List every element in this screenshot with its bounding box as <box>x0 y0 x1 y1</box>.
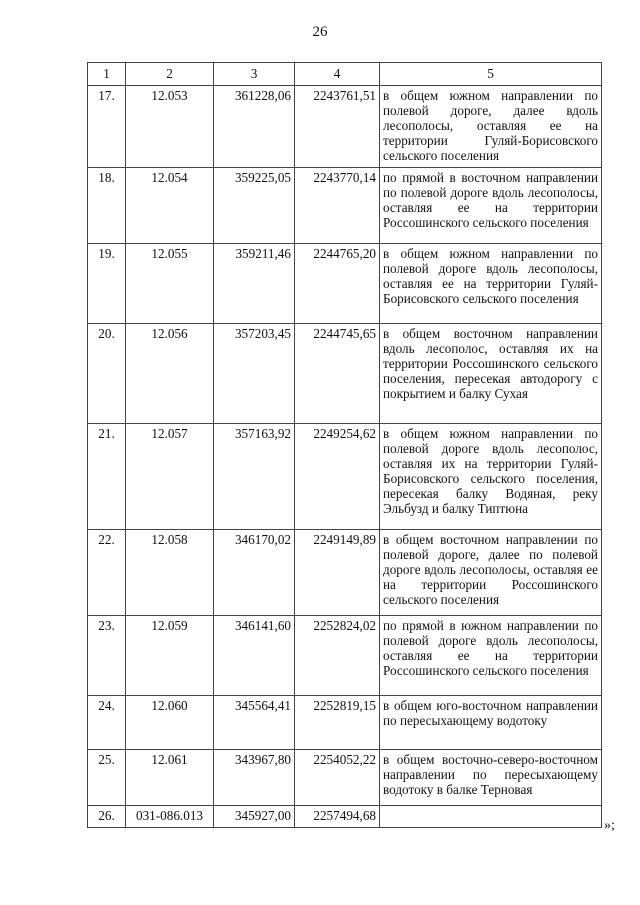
point-id: 12.058 <box>126 530 214 616</box>
boundary-description: в общем южном направлении по полевой дороге вдоль лесополосы, оставляя ее на территории Гуляй-Борисовского сельского поселения <box>380 244 602 324</box>
table-row <box>88 424 602 530</box>
coordinate-y: 2244765,20 <box>295 244 380 324</box>
coordinate-y: 2254052,22 <box>295 750 380 806</box>
coordinate-x: 361228,06 <box>214 86 295 168</box>
page-number: 26 <box>312 24 328 40</box>
coordinate-x: 345564,41 <box>214 696 295 750</box>
table-header-row <box>88 63 602 86</box>
point-id: 12.053 <box>126 86 214 168</box>
row-number: 22. <box>88 530 126 616</box>
header-col-3: 3 <box>214 63 295 86</box>
coordinate-y: 2252819,15 <box>295 696 380 750</box>
coordinate-y: 2243770,14 <box>295 168 380 244</box>
row-number: 17. <box>88 86 126 168</box>
coordinate-y: 2249149,89 <box>295 530 380 616</box>
point-id: 12.054 <box>126 168 214 244</box>
point-id: 12.055 <box>126 244 214 324</box>
row-number: 18. <box>88 168 126 244</box>
coordinate-y: 2249254,62 <box>295 424 380 530</box>
point-id: 12.059 <box>126 616 214 696</box>
boundary-description: в общем восточно-северо-восточном направлении по пересыхающему водотоку в балке Терновая <box>380 750 602 806</box>
boundary-description: в общем восточном направлении вдоль лесополос, оставляя их на территории Россошинского сельского поселения, пересекая автодорогу с покрытием и балку Сухая <box>380 324 602 424</box>
table-row <box>88 86 602 168</box>
table-row <box>88 806 602 828</box>
header-col-2: 2 <box>126 63 214 86</box>
boundary-description: в общем юго-восточном направлении по пересыхающему водотоку <box>380 696 602 750</box>
row-number: 19. <box>88 244 126 324</box>
point-id: 031-086.013 <box>126 806 214 828</box>
coordinate-x: 357163,92 <box>214 424 295 530</box>
coordinate-x: 359211,46 <box>214 244 295 324</box>
point-id: 12.061 <box>126 750 214 806</box>
table-row <box>88 750 602 806</box>
coordinate-x: 357203,45 <box>214 324 295 424</box>
point-id: 12.057 <box>126 424 214 530</box>
coordinate-x: 343967,80 <box>214 750 295 806</box>
coordinate-x: 345927,00 <box>214 806 295 828</box>
point-id: 12.056 <box>126 324 214 424</box>
coordinate-y: 2244745,65 <box>295 324 380 424</box>
coordinate-x: 346170,02 <box>214 530 295 616</box>
boundary-points-table <box>87 62 602 828</box>
boundary-description: в общем южном направлении по полевой дороге, далее вдоль лесополосы, оставляя ее на территории Гуляй-Борисовского сельского поселения <box>380 86 602 168</box>
boundary-description: в общем южном направлении по полевой дороге вдоль лесополос, оставляя их на территории Гуляй-Борисовского сельского поселения, пересекая балку Водяная, реку Эльбузд и балку Типтюна <box>380 424 602 530</box>
row-number: 25. <box>88 750 126 806</box>
row-number: 21. <box>88 424 126 530</box>
closing-quote-mark: »; <box>604 818 615 833</box>
coordinate-x: 359225,05 <box>214 168 295 244</box>
coordinate-y: 2257494,68 <box>295 806 380 828</box>
boundary-description: по прямой в восточном направлении по полевой дороге вдоль лесополосы, оставляя ее на территории Россошинского сельского поселения <box>380 168 602 244</box>
point-id: 12.060 <box>126 696 214 750</box>
table-row <box>88 168 602 244</box>
boundary-description <box>380 806 602 828</box>
header-col-1: 1 <box>88 63 126 86</box>
boundary-description: в общем восточном направлении по полевой дороге, далее по полевой дороге вдоль лесополосы, оставляя ее на территории Россошинского сельского поселения <box>380 530 602 616</box>
row-number: 26. <box>88 806 126 828</box>
coordinate-y: 2252824,02 <box>295 616 380 696</box>
coordinate-y: 2243761,51 <box>295 86 380 168</box>
header-col-5: 5 <box>380 63 602 86</box>
table-row <box>88 696 602 750</box>
coordinate-x: 346141,60 <box>214 616 295 696</box>
row-number: 23. <box>88 616 126 696</box>
table-row <box>88 530 602 616</box>
row-number: 24. <box>88 696 126 750</box>
table-row <box>88 244 602 324</box>
row-number: 20. <box>88 324 126 424</box>
table-row <box>88 324 602 424</box>
header-col-4: 4 <box>295 63 380 86</box>
boundary-description: по прямой в южном направлении по полевой дороге вдоль лесополосы, оставляя ее на территории Россошинского сельского поселения <box>380 616 602 696</box>
table-row <box>88 616 602 696</box>
